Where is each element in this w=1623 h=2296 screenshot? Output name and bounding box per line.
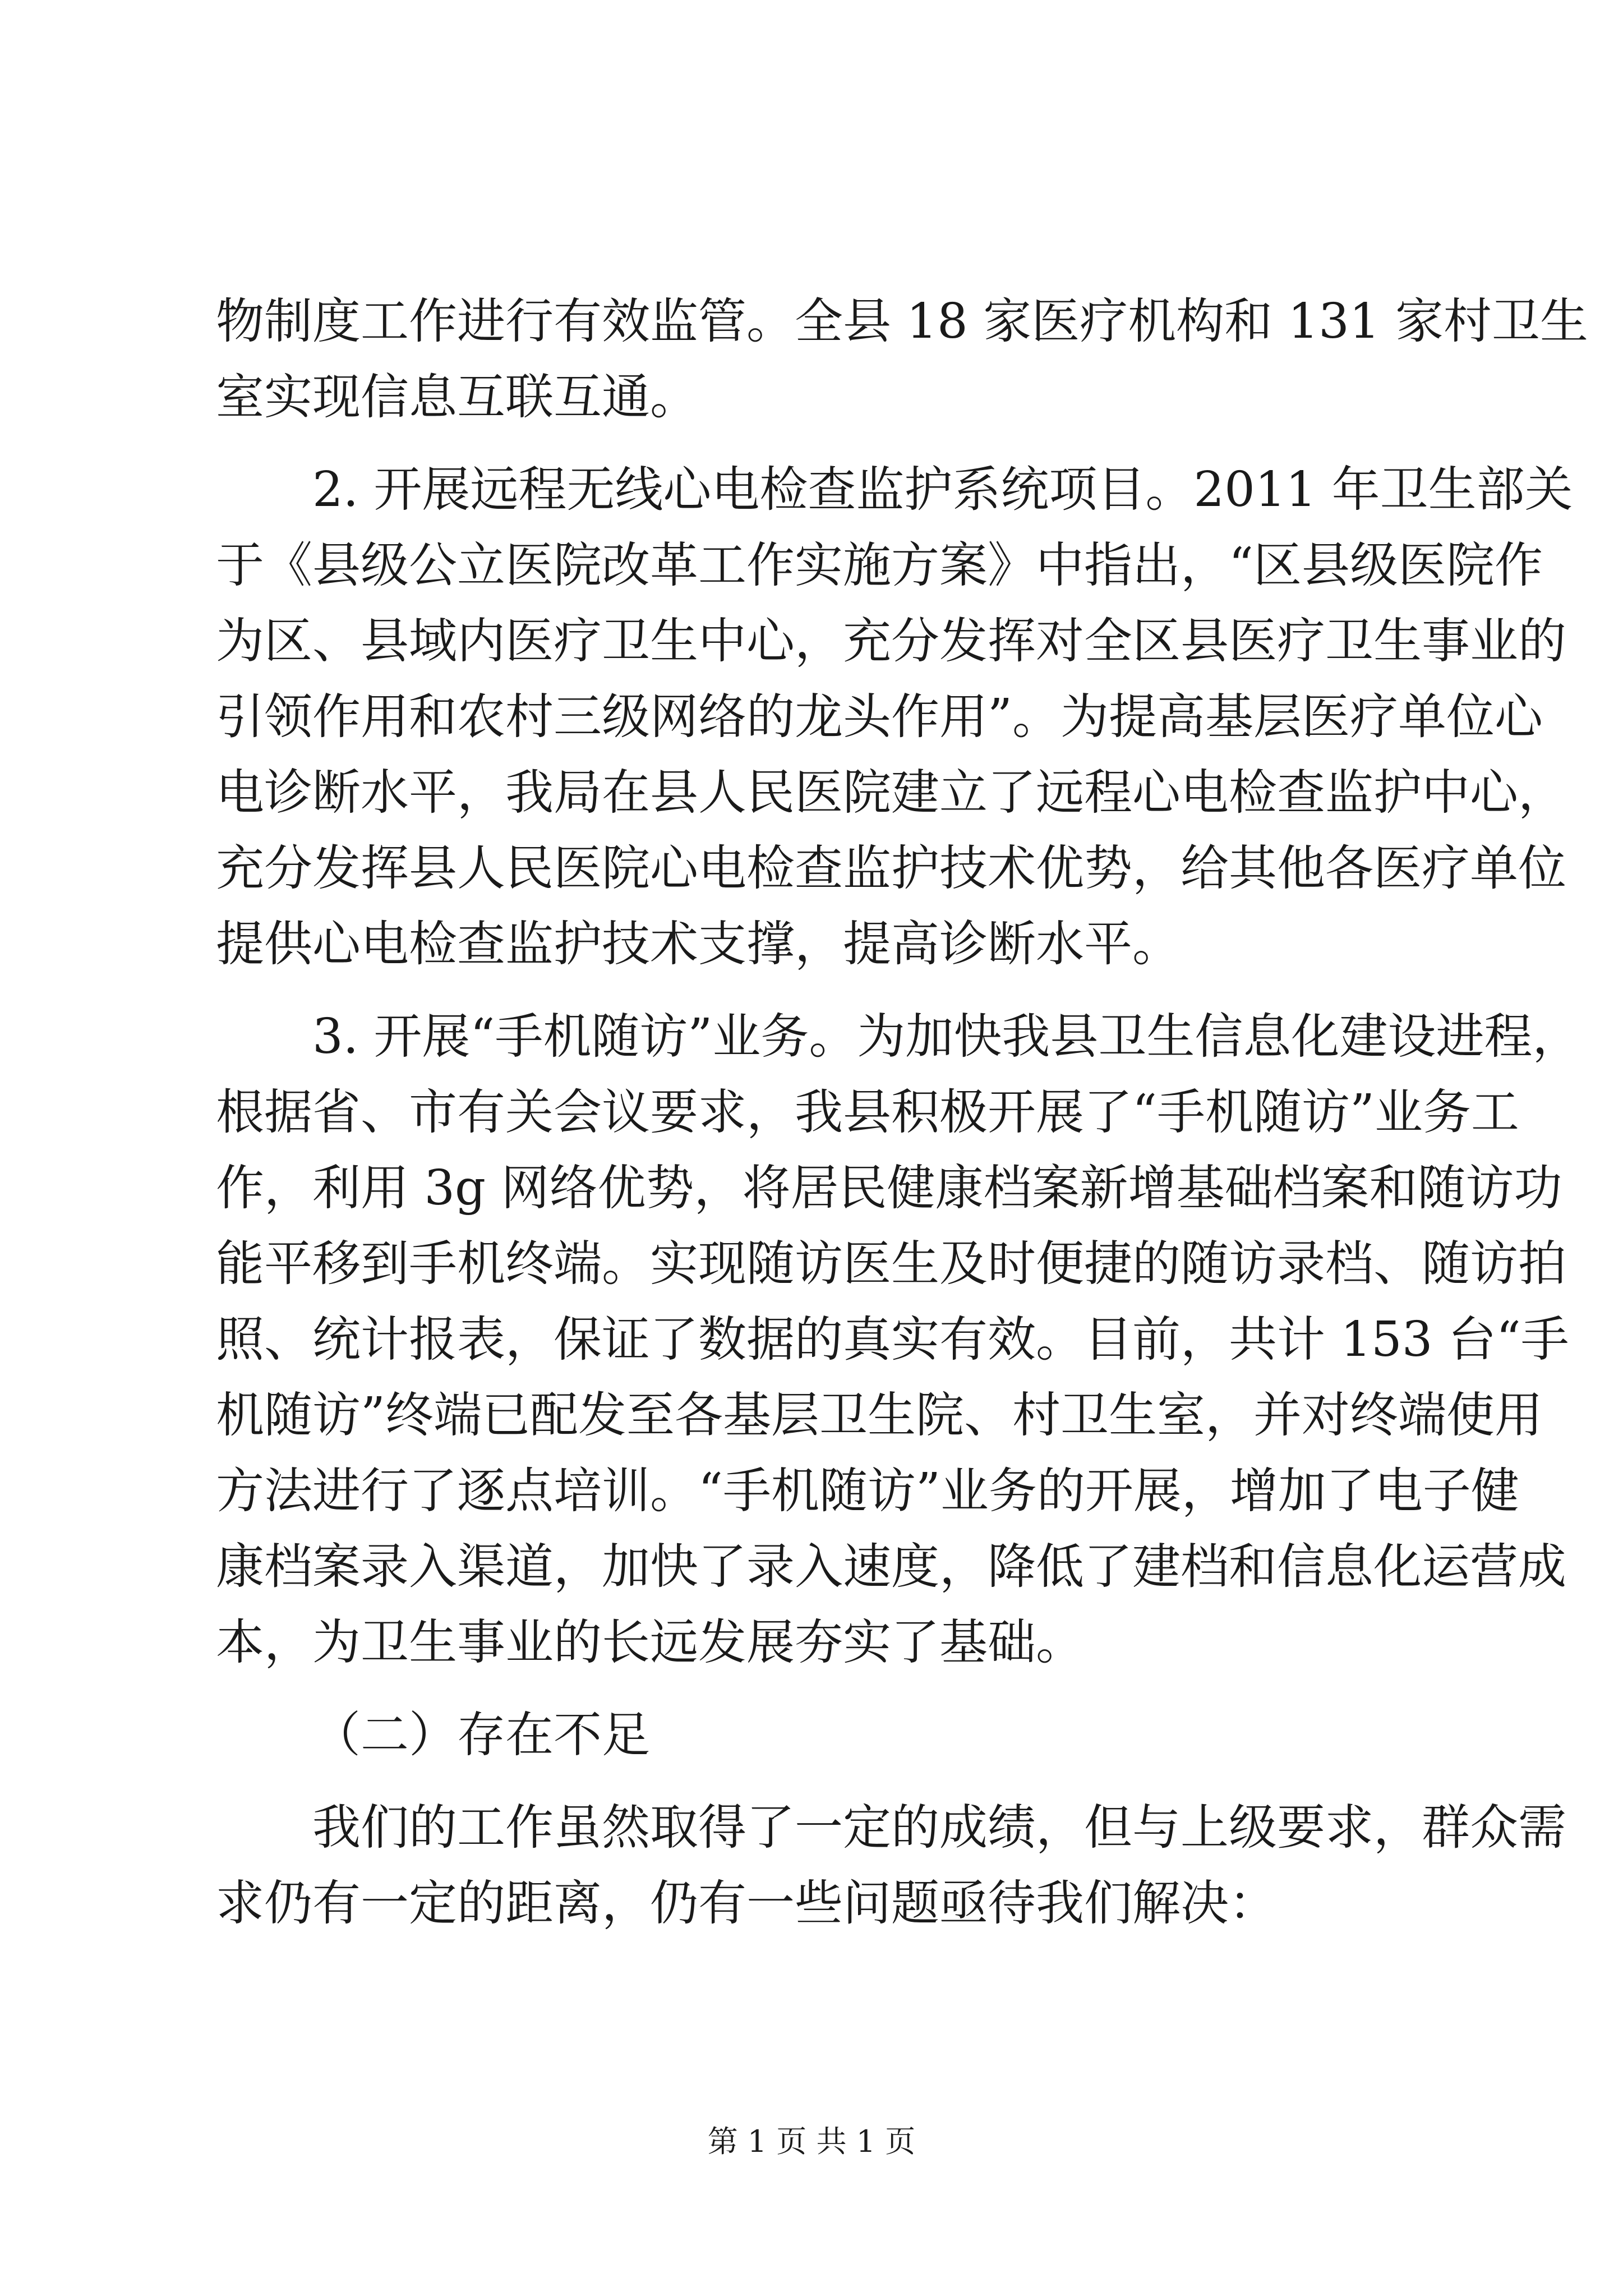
text-line: [216, 369, 698, 425]
page-footer: [0, 2118, 1623, 2161]
text-line: [216, 1387, 1543, 1443]
line-text: 康档案录入渠道，加快了录入速度，降低了建档和信息化运营成: [216, 1539, 1566, 1595]
text-line: [216, 1539, 1566, 1595]
text-line: [216, 840, 1566, 896]
line-text: 2. 开展远程无线心电检查监护系统项目。2011 年卫生部关: [312, 462, 1573, 518]
line-text: 作，利用 3g 网络优势，将居民健康档案新增基础档案和随访功: [216, 1160, 1562, 1216]
text-line: [216, 537, 1543, 593]
line-text: 根据省、市有关会议要求，我县积极开展了“手机随访”业务工: [216, 1084, 1519, 1140]
text-line: [216, 916, 1181, 972]
line-text: 3. 开展“手机随访”业务。为加快我县卫生信息化建设进程，: [312, 1009, 1581, 1065]
line-text: 我们的工作虽然取得了一定的成绩，但与上级要求，群众需: [312, 1800, 1566, 1856]
text-line: [216, 1236, 1566, 1292]
text-line: [216, 689, 1543, 745]
line-text: 充分发挥县人民医院心电检查监护技术优势，给其他各医疗单位: [216, 840, 1566, 896]
text-line: [216, 613, 1566, 669]
page-number-label: 第 1 页 共 1 页: [707, 2124, 916, 2159]
text-line: [216, 1084, 1519, 1140]
line-text: 引领作用和农村三级网络的龙头作用”。为提高基层医疗单位心: [216, 689, 1543, 745]
line-text: 机随访”终端已配发至各基层卫生院、村卫生室，并对终端使用: [216, 1387, 1543, 1443]
text-line: [312, 1800, 1566, 1856]
text-line: [216, 1160, 1562, 1216]
text-line: [216, 293, 1588, 349]
line-text: 于《县级公立医院改革工作实施方案》中指出，“区县级医院作: [216, 537, 1543, 593]
line-text: 为区、县域内医疗卫生中心，充分发挥对全区县医疗卫生事业的: [216, 613, 1566, 669]
line-text: 能平移到手机终端。实现随访医生及时便捷的随访录档、随访拍: [216, 1236, 1566, 1292]
heading-text: （二）存在不足: [312, 1707, 650, 1763]
text-line: [216, 765, 1566, 821]
line-text: 本，为卫生事业的长远发展夯实了基础。: [216, 1614, 1084, 1671]
text-line: [216, 1875, 1277, 1931]
line-text: 室实现信息互联互通。: [216, 369, 698, 425]
line-text: 方法进行了逐点培训。“手机随访”业务的开展，增加了电子健: [216, 1463, 1519, 1519]
line-text: 求仍有一定的距离，仍有一些问题亟待我们解决：: [216, 1875, 1277, 1931]
text-line: [216, 1614, 1084, 1671]
text-line: [312, 462, 1573, 518]
line-text: 电诊断水平，我局在县人民医院建立了远程心电检查监护中心，: [216, 765, 1566, 821]
text-line: [216, 1312, 1569, 1368]
text-line: [216, 1463, 1519, 1519]
section-heading: [312, 1707, 650, 1763]
line-text: 提供心电检查监护技术支撑，提高诊断水平。: [216, 916, 1181, 972]
text-line: [312, 1009, 1581, 1065]
line-text: 照、统计报表，保证了数据的真实有效。目前，共计 153 台“手: [216, 1312, 1569, 1368]
line-text: 物制度工作进行有效监管。全县 18 家医疗机构和 131 家村卫生: [216, 293, 1588, 349]
